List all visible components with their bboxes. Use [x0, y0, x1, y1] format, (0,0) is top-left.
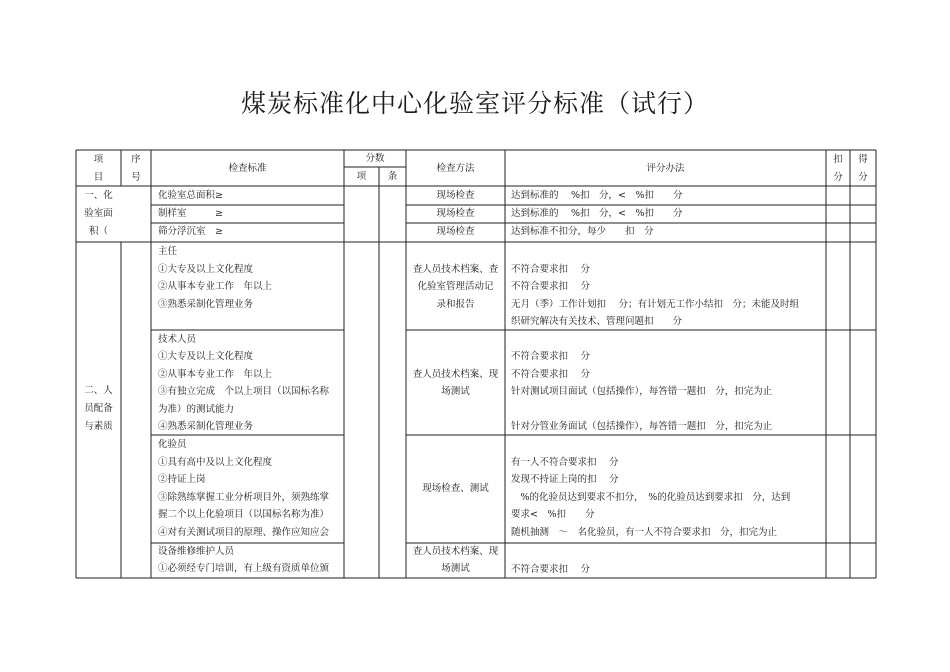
criteria-line: ④对有关测试项目的原理、操作应知应会	[158, 527, 330, 538]
criteria-line: ②从事本专业工作 年以上	[158, 281, 273, 292]
scoring-line: 有一人不符合要求扣 分	[511, 457, 619, 468]
criteria-line: 为准）的测试能力	[158, 404, 235, 415]
criteria-line: 主任	[158, 246, 178, 257]
header-scoring: 评分办法	[646, 163, 685, 174]
header-item-1: 项	[93, 154, 104, 165]
header-earned-1: 得	[858, 154, 868, 165]
criteria-line: ①必须经专门培训，有上级有资质单位颁	[158, 563, 330, 574]
scoring-line: 要求< %扣 分	[511, 509, 595, 520]
section1-method: 现场检查	[436, 226, 475, 237]
section1-method: 现场检查	[436, 208, 475, 219]
scoring-line: 发现不持证上岗的扣 分	[511, 474, 619, 485]
scoring-line: 无月（季）工作计划扣 分；有计划无工作小结扣 分；未能及时组	[511, 299, 800, 310]
section1-category-line: 一、化	[84, 190, 113, 201]
scoring-line: 织研究解决有关技术、管理问题扣 分	[511, 316, 683, 327]
method-line: 化验室管理活动记	[417, 281, 494, 292]
section2-category-line: 二、人	[84, 385, 113, 396]
criteria-line: 技术人员	[158, 334, 197, 345]
method-line: 查人员技术档案、现	[412, 546, 499, 557]
criteria-line: ①大专及以上文化程度	[158, 264, 254, 275]
header-criteria: 检查标准	[228, 163, 267, 174]
scoring-line: 不符合要求扣 分	[511, 369, 591, 380]
header-item-2: 目	[93, 172, 104, 183]
section1-criteria: 筛分浮沉室 ≥	[158, 226, 223, 237]
scoring-line: %的化验员达到要求不扣分， %的化验员达到要求扣 分，达到	[511, 492, 791, 503]
method-line: 查人员技术档案、现	[412, 369, 499, 380]
section2-category-line: 员配备	[84, 403, 113, 414]
header-deduct-1: 扣	[833, 154, 843, 165]
header-seq-2: 号	[131, 172, 141, 183]
section1-criteria: 化验室总面积≥	[158, 190, 223, 201]
criteria-line: ②持证上岗	[158, 474, 206, 485]
section1-criteria: 制样室 ≥	[158, 208, 223, 219]
section2-category-line: 与素质	[84, 421, 113, 432]
criteria-line: ②从事本专业工作 年以上	[158, 369, 273, 380]
section1-scoring: 达到标准的 %扣 分，< %扣 分	[511, 190, 683, 201]
criteria-line: 设备维修维护人员	[158, 546, 235, 557]
header-score: 分数	[365, 153, 385, 164]
section1-category-line: 积（	[88, 226, 108, 237]
criteria-line: ③除熟练掌握工业分析项目外，须熟练掌	[158, 492, 330, 503]
page-title: 煤炭标准化中心化验室评分标准（试行）	[240, 89, 709, 118]
header-score-item: 项	[356, 171, 367, 182]
header-score-entry: 条	[387, 171, 398, 182]
scoring-line: 不符合要求扣 分	[511, 564, 591, 575]
criteria-line: ③有独立完成 个以上项目（以国标名称	[158, 386, 330, 397]
section1-method: 现场检查	[436, 190, 475, 201]
header-method: 检查方法	[436, 163, 475, 174]
method-line: 录和报告	[436, 299, 475, 310]
criteria-line: 化验员	[158, 439, 187, 450]
scoring-line: 不符合要求扣 分	[511, 281, 591, 292]
scoring-line: 随机抽测 ～ 名化验员，有一人不符合要求扣 分，扣完为止	[511, 527, 778, 538]
method-line: 查人员技术档案、查	[412, 264, 499, 275]
scoring-line: 不符合要求扣 分	[511, 264, 591, 275]
section1-scoring: 达到标准不扣分，每少 扣 分	[511, 226, 654, 237]
criteria-line: ①具有高中及以上文化程度	[158, 457, 273, 468]
scoring-line: 不符合要求扣 分	[511, 351, 591, 362]
section1-scoring: 达到标准的 %扣 分，< %扣 分	[511, 208, 683, 219]
scoring-line: 针对测试项目面试（包括操作），每答错一题扣 分，扣完为止	[511, 386, 773, 397]
criteria-line: ④熟悉采制化管理业务	[158, 421, 254, 432]
header-earned-2: 分	[858, 172, 868, 183]
criteria-line: ③熟悉采制化管理业务	[158, 299, 254, 310]
header-deduct-2: 分	[833, 172, 843, 183]
method-line: 现场检查、测试	[422, 483, 489, 494]
scoring-line: 针对分管业务面试（包括操作），每答错一题扣 分，扣完为止	[511, 421, 773, 432]
method-line: 场测试	[441, 563, 470, 574]
criteria-line: 握二个以上化验项目（以国标名称为准）	[158, 509, 330, 520]
criteria-line: ①大专及以上文化程度	[158, 351, 254, 362]
method-line: 场测试	[441, 386, 470, 397]
section1-category-line: 验室面	[84, 208, 113, 219]
header-seq-1: 序	[131, 154, 141, 165]
